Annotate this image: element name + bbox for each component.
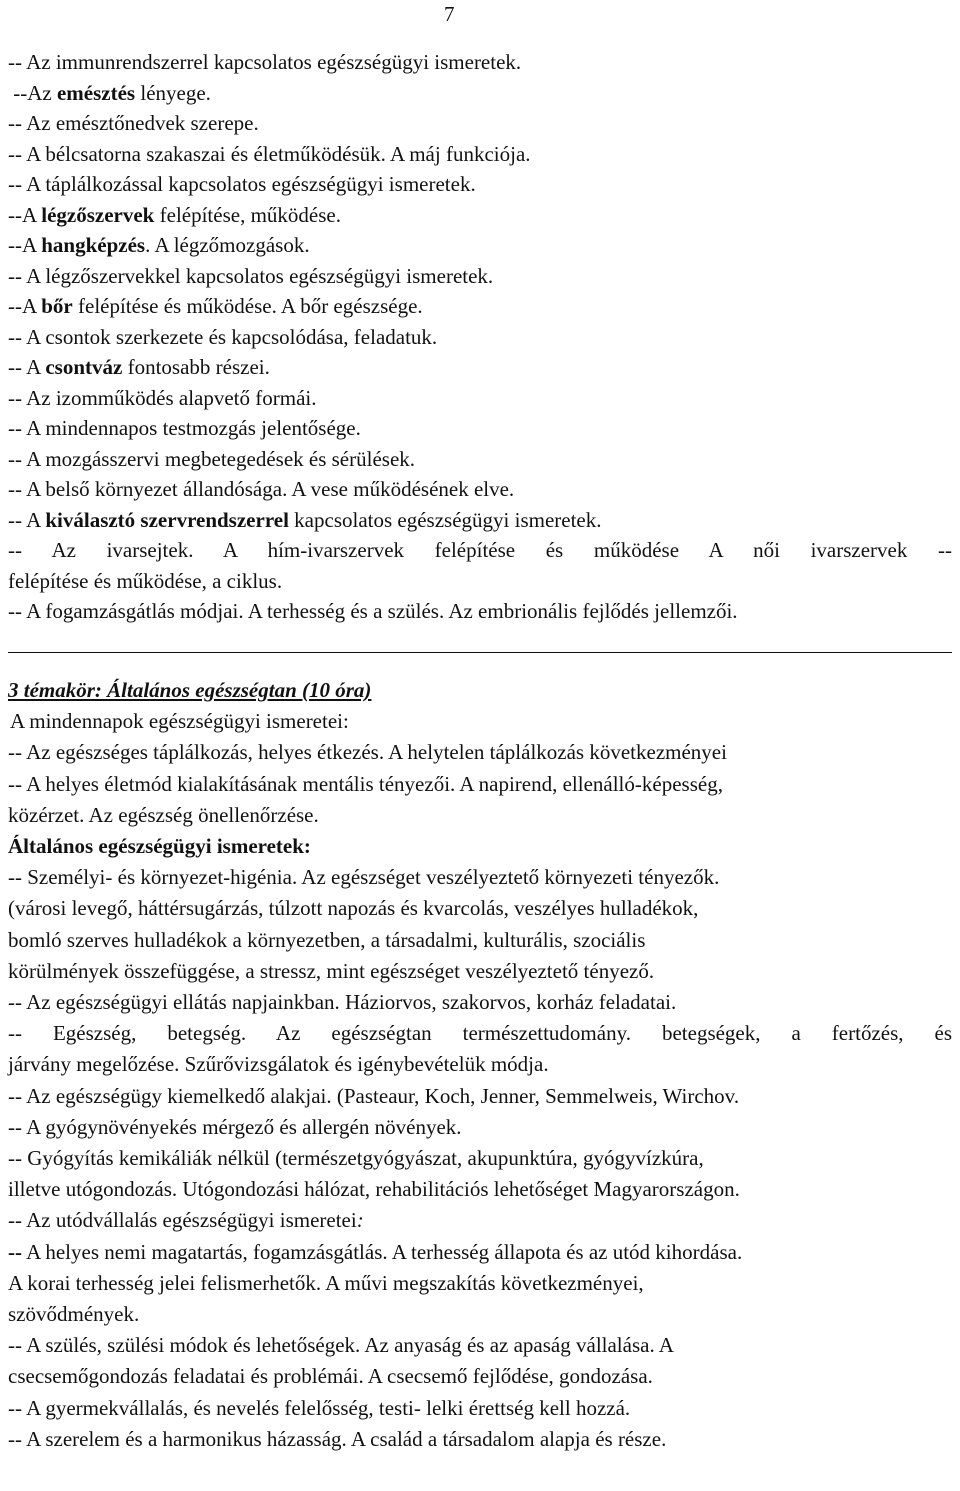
text-span: felépítése és működése. A bőr egészsége. — [72, 294, 423, 318]
text-span: -- — [8, 1239, 22, 1264]
text-span: -- A — [8, 507, 46, 532]
paragraph-line — [8, 1205, 952, 1236]
list-item — [8, 78, 952, 109]
list-item: -- Az emésztőnedvek szerepe. — [8, 111, 259, 135]
paragraph-line: -- A helyes életmód kialakításának mentális tényezői. A napirend, ellenálló-képesség, — [8, 771, 723, 796]
text-span: csontváz — [45, 355, 123, 379]
list-item — [8, 200, 952, 231]
text-span: lényege. — [135, 80, 211, 105]
page-number: 7 — [444, 2, 455, 26]
paragraph-line: -- A szülés, szülési módok és lehetőségek. Az anyaság és az apaság vállalása. A — [8, 1333, 674, 1358]
paragraph-line: járvány megelőzése. Szűrővizsgálatok és igénybevételük módja. — [8, 1052, 549, 1077]
paragraph-line: -- A gyermekvállalás, és nevelés felelősség, testi- lelki érettség kell hozzá. — [8, 1395, 631, 1420]
paragraph-line — [8, 1237, 952, 1268]
list-item: -- A mozgásszervi megbetegedések és sérülések. — [8, 446, 416, 471]
paragraph-line: illetve utógondozás. Utógondozási hálózat, rehabilitációs lehetőséget Magyarországon. — [8, 1177, 740, 1202]
list-item: -- A bélcsatorna szakaszai és életműködésük. A máj funkciója. — [8, 141, 531, 166]
list-item — [8, 505, 952, 536]
topic-list-section — [8, 47, 952, 627]
general-health-section — [8, 675, 952, 1455]
paragraph-line: -- Az egészségügyi ellátás napjainkban. Háziorvos, szakorvos, korház feladatai. — [8, 990, 677, 1015]
section-heading: 3 témakör: Általános egészségtan (10 óra) — [8, 678, 372, 702]
paragraph-line: -- Az egészségügy kiemelkedő alakjai. (Pasteaur, Koch, Jenner, Semmelweis, Wirchov. — [8, 1083, 740, 1108]
text-span: fontosabb részei. — [122, 355, 270, 379]
text-span: emésztés — [56, 80, 136, 105]
text-span: légzőszervek — [41, 202, 155, 227]
paragraph-line: A korai terhesség jelei felismerhetők. A művi megszakítás következményei, — [8, 1270, 644, 1295]
subheading: Általános egészségügyi ismeretek: — [8, 834, 311, 859]
paragraph-line: szövődmények. — [8, 1302, 140, 1327]
text-span: hangképzés — [41, 233, 146, 257]
list-item — [8, 291, 952, 322]
list-item: -- Az ivarsejtek. A hím-ivarszervek felépítése és működése A női ivarszervek -- — [8, 538, 952, 562]
list-item: felépítése és működése, a ciklus. — [8, 568, 283, 593]
text-span: felépítése, működése. — [154, 202, 341, 227]
paragraph-line: közérzet. Az egészség önellenőrzése. — [8, 802, 319, 827]
list-item: -- Az izomműködés alapvető formái. — [8, 385, 317, 410]
paragraph-line: -- Gyógyítás kemikáliák nélkül (természetgyógyászat, akupunktúra, gyógyvízkúra, — [8, 1146, 704, 1171]
paragraph-line: bomló szerves hulladékok a környezetben, a társadalmi, kulturális, szociális — [8, 927, 646, 952]
text-span: bőr — [41, 294, 73, 318]
paragraph-line: körülmények összefüggése, a stressz, mint egészséget veszélyeztető tényező. — [8, 958, 655, 983]
text-span: kiválasztó szervrendszerrel — [45, 507, 289, 532]
text-span: --A — [8, 233, 42, 257]
text-span: A helyes nemi magatartás, fogamzásgátlás. A terhesség állapota és az utód kihordása. — [22, 1239, 743, 1264]
section-divider — [8, 652, 952, 653]
list-item: -- Az immunrendszerrel kapcsolatos egészségügyi ismeretek. — [8, 50, 522, 74]
text-span: --A — [8, 294, 42, 318]
text-span: : — [356, 1208, 364, 1233]
list-item — [8, 230, 952, 261]
list-item: -- A fogamzásgátlás módjai. A terhesség és a szülés. Az embrionális fejlődés jellemzői. — [8, 599, 738, 623]
list-item: -- A mindennapos testmozgás jelentősége. — [8, 416, 361, 440]
list-item — [8, 352, 952, 383]
paragraph-line: (városi levegő, háttérsugárzás, túlzott napozás és kvarcolás, veszélyes hulladékok, — [8, 896, 699, 921]
list-item: -- A légzőszervekkel kapcsolatos egészségügyi ismeretek. — [8, 263, 494, 288]
section-intro: A mindennapok egészségügyi ismeretei: — [10, 709, 349, 734]
text-span: --Az — [8, 80, 57, 105]
list-item: -- A belső környezet állandósága. A vese működésének elve. — [8, 477, 515, 501]
paragraph-line: -- A gyógynövényekés mérgező és allergén növények. — [8, 1114, 462, 1139]
list-item: -- A csontok szerkezete és kapcsolódása, feladatuk. — [8, 324, 438, 349]
text-span: -- A — [8, 355, 46, 379]
paragraph-line: -- Személyi- és környezet-higénia. Az egészséget veszélyeztető környezeti tényezők. — [8, 865, 720, 890]
paragraph-line: -- Egészség, betegség. Az egészségtan természettudomány. betegségek, a fertőzés, és — [8, 1021, 952, 1046]
text-span: -- Az utódvállalás egészségügyi ismeretei — [8, 1208, 357, 1233]
text-span: . A légzőmozgások. — [145, 233, 310, 257]
paragraph-line: csecsemőgondozás feladatai és problémái. A csecsemő fejlődése, gondozása. — [8, 1364, 653, 1389]
paragraph-line: -- A szerelem és a harmonikus házasság. A család a társadalom alapja és része. — [8, 1426, 667, 1451]
paragraph-line: -- Az egészséges táplálkozás, helyes étkezés. A helytelen táplálkozás következményei — [8, 740, 727, 765]
list-item: -- A táplálkozással kapcsolatos egészségügyi ismeretek. — [8, 172, 476, 196]
text-span: kapcsolatos egészségügyi ismeretek. — [288, 507, 602, 532]
text-span: --A — [8, 202, 42, 227]
